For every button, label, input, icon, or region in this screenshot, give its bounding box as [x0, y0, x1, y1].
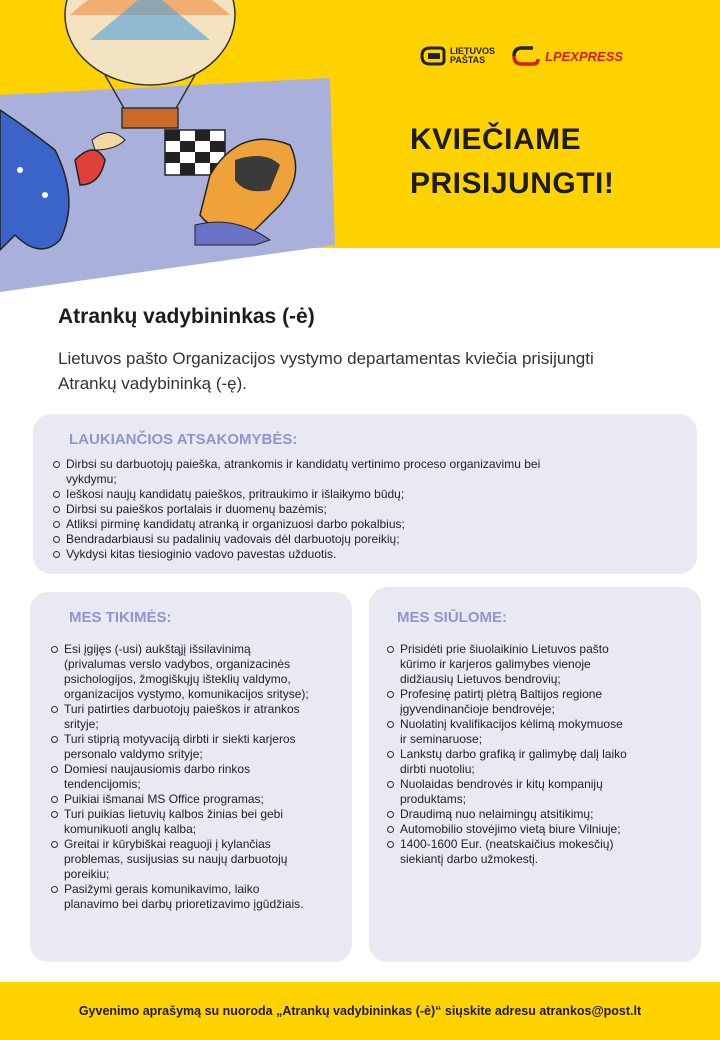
list-item: Nuolaidas bendrovės ir kitų kompanijų produktams;	[386, 777, 632, 807]
list-item: Pasižymi gerais komunikavimo, laiko planavimo bei darbų prioretizavimo įgūdžiais.	[50, 882, 312, 912]
list-item: Lankstų darbo grafiką ir galimybę dalį laiko dirbti nuotoliu;	[386, 747, 632, 777]
list-item: Nuolatinį kvalifikacijos kėlimą mokymuose ir seminaruose;	[386, 717, 632, 747]
responsibilities-list	[52, 457, 592, 562]
hero-illustration	[0, 0, 340, 300]
lpexpress-mark-icon	[511, 45, 541, 67]
post-horn-icon	[420, 46, 446, 66]
list-item: Automobilio stovėjimo vietą biure Vilniuje;	[386, 822, 632, 837]
list-item: Greitai ir kūrybiškai reaguoji į kylančias problemas, susijusias su naujų darbuotojų poreikiu;	[50, 837, 312, 882]
job-intro: Lietuvos pašto Organizacijos vystymo departamentas kviečia prisijungti Atrankų vadybininką (-ę).	[58, 349, 594, 393]
logo2-text: LPEXPRESS	[545, 48, 624, 64]
list-item: Turi patirties darbuotojų paieškos ir atrankos srityje;	[50, 702, 312, 732]
footer-band	[0, 982, 720, 1040]
list-item: Draudimą nuo nelaimingų atsitikimų;	[386, 807, 632, 822]
list-item: Dirbsi su darbuotojų paieška, atrankomis ir kandidatų vertinimo proceso organizavimu bei vykdymu;	[52, 457, 592, 487]
logo1-line1: LIETUVOS	[450, 46, 496, 56]
hero-title-line2: PRISIJUNGTI!	[410, 167, 615, 200]
list-item: 1400-1600 Eur. (neatskaičius mokesčių) siekiantį darbo užmokestį.	[386, 837, 632, 867]
list-item: Puikiai išmanai MS Office programas;	[50, 792, 312, 807]
list-item: Ieškosi naujų kandidatų paieškos, pritraukimo ir išlaikymo būdų;	[52, 487, 592, 502]
list-item: Turi stiprią motyvaciją dirbti ir siekti karjeros personalo valdymo srityje;	[50, 732, 312, 762]
logo1-line2: PAŠTAS	[450, 55, 486, 65]
list-item: Esi įgijęs (-usi) aukštąjį išsilavinimą (privalumas verslo vadybos, organizacinės psichologijos, žmogiškųjų išteklių valdymo, organizacijos vystymo, komunikacijos srityse);	[50, 642, 312, 702]
job-title: Atrankų vadybininkas (-ė)	[58, 305, 315, 328]
hero-title-line1: KVIEČIAME	[410, 123, 582, 156]
footer-text: Gyvenimo aprašymą su nuoroda „Atrankų vadybininkas (-ė)“ siųskite adresu atrankos@post.lt	[78, 1004, 642, 1018]
list-item: Domiesi naujausiomis darbo rinkos tendencijomis;	[50, 762, 312, 792]
expect-heading: MES TIKIMĖS:	[69, 609, 172, 626]
list-item: Dirbsi su paieškos portalais ir duomenų bazėmis;	[52, 502, 592, 517]
list-item: Bendradarbiausi su padalinių vadovais dėl darbuotojų poreikių;	[52, 532, 592, 547]
list-item: Atliksi pirminę kandidatų atranką ir organizuosi darbo pokalbius;	[52, 517, 592, 532]
lpexpress-logo	[511, 45, 623, 67]
list-item: Profesinę patirtį plėtrą Baltijos regione įgyvendinančioje bendrovėje;	[386, 687, 632, 717]
offer-list	[386, 642, 632, 867]
hero-title	[410, 118, 614, 206]
list-item: Vykdysi kitas tiesioginio vadovo pavestas užduotis.	[52, 547, 592, 562]
lietuvos-pastas-logo	[420, 46, 495, 66]
offer-heading: MES SIŪLOME:	[397, 609, 508, 626]
expect-list	[50, 642, 312, 912]
list-item: Turi puikias lietuvių kalbos žinias bei gebi komunikuoti anglų kalba;	[50, 807, 312, 837]
responsibilities-heading: LAUKIANČIOS ATSAKOMYBĖS:	[69, 431, 298, 448]
list-item: Prisidėti prie šiuolaikinio Lietuvos pašto kūrimo ir karjeros galimybes vienoje didžiausių Lietuvos bendrovių;	[386, 642, 632, 687]
